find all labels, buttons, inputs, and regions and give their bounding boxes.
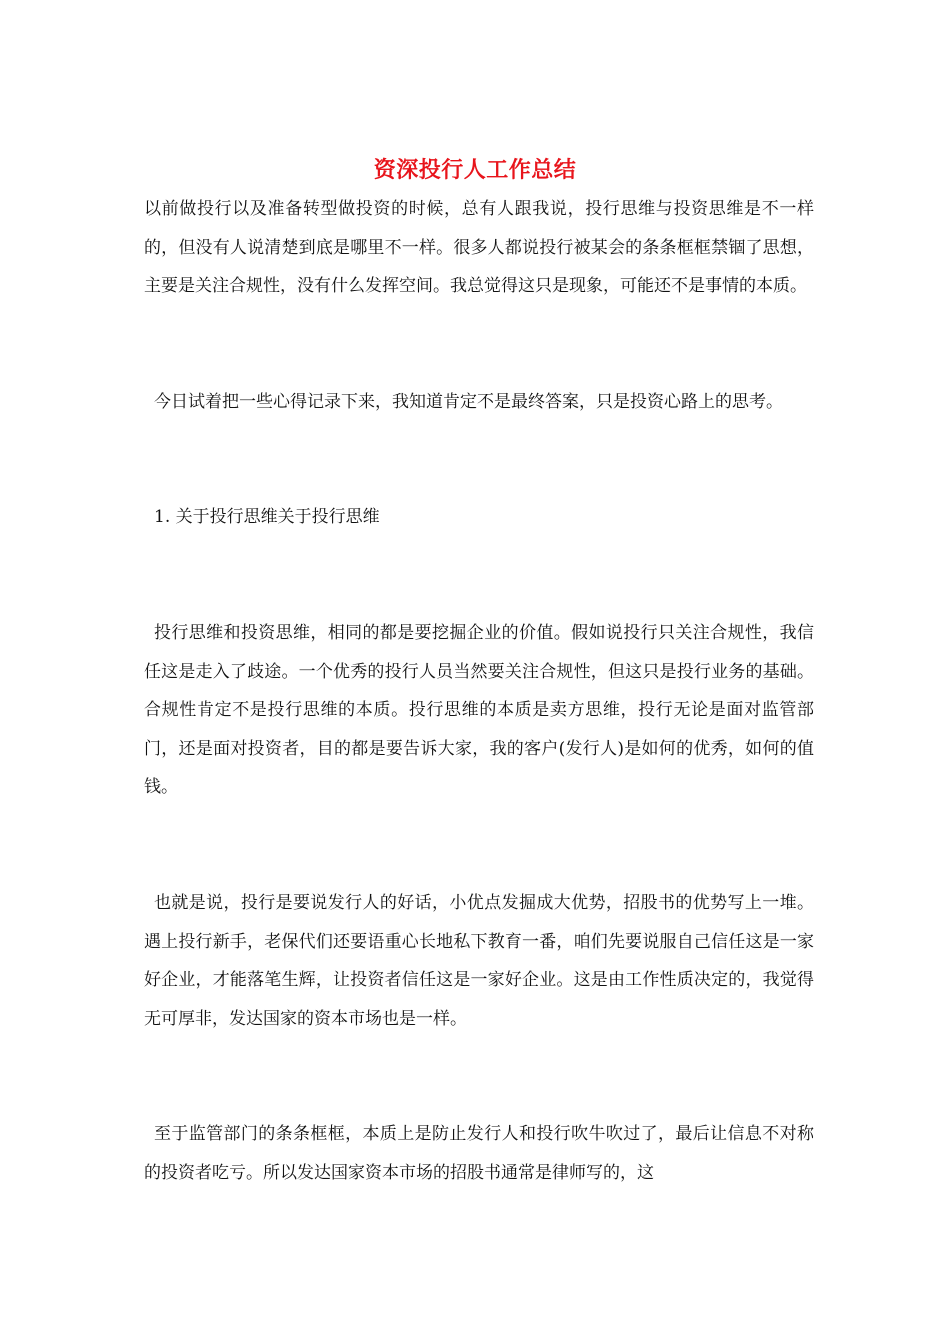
document-title: 资深投行人工作总结 <box>373 157 577 183</box>
paragraph-intro: 以前做投行以及准备转型做投资的时候，总有人跟我说，投行思维与投资思维是不一样的，但没有人说清楚到底是哪里不一样。很多人都说投行被某会的条条框框禁锢了思想，主要是关注合规性，没有什么发挥空间。我总觉得这只是现象，可能还不是事情的本质。 <box>144 199 814 297</box>
paragraph-spacer <box>144 807 814 884</box>
paragraph-thinking: 投行思维和投资思维，相同的都是要挖掘企业的价值。假如说投行只关注合规性，我信任这是走入了歧途。一个优秀的投行人员当然要关注合规性，但这只是投行业务的基础。合规性肯定不是投行思维的本质。投行思维的本质是卖方思维，投行无论是面对监管部门，还是面对投资者，目的都是要告诉大家，我的客户(发行人)是如何的优秀，如何的值钱。 <box>144 622 814 798</box>
document-body <box>144 190 814 1193</box>
paragraph-spacer <box>144 421 814 498</box>
paragraph-regulation: 至于监管部门的条条框框，本质上是防止发行人和投行吹牛吹过了，最后让信息不对称的投资者吃亏。所以发达国家资本市场的招股书通常是律师写的，这 <box>144 1124 814 1183</box>
paragraph-purpose: 今日试着把一些心得记录下来，我知道肯定不是最终答案，只是投资心路上的思考。 <box>154 391 783 412</box>
paragraph-spacer <box>144 537 814 614</box>
section-heading-1: 1. 关于投行思维关于投行思维 <box>154 507 380 528</box>
paragraph-spacer <box>144 306 814 383</box>
paragraph-spacer <box>144 1038 814 1115</box>
paragraph-good-words: 也就是说，投行是要说发行人的好话，小优点发掘成大优势，招股书的优势写上一堆。遇上投行新手，老保代们还要语重心长地私下教育一番，咱们先要说服自己信任这是一家好企业，才能落笔生辉，让投资者信任这是一家好企业。这是由工作性质决定的，我觉得无可厚非，发达国家的资本市场也是一样。 <box>144 892 814 1029</box>
